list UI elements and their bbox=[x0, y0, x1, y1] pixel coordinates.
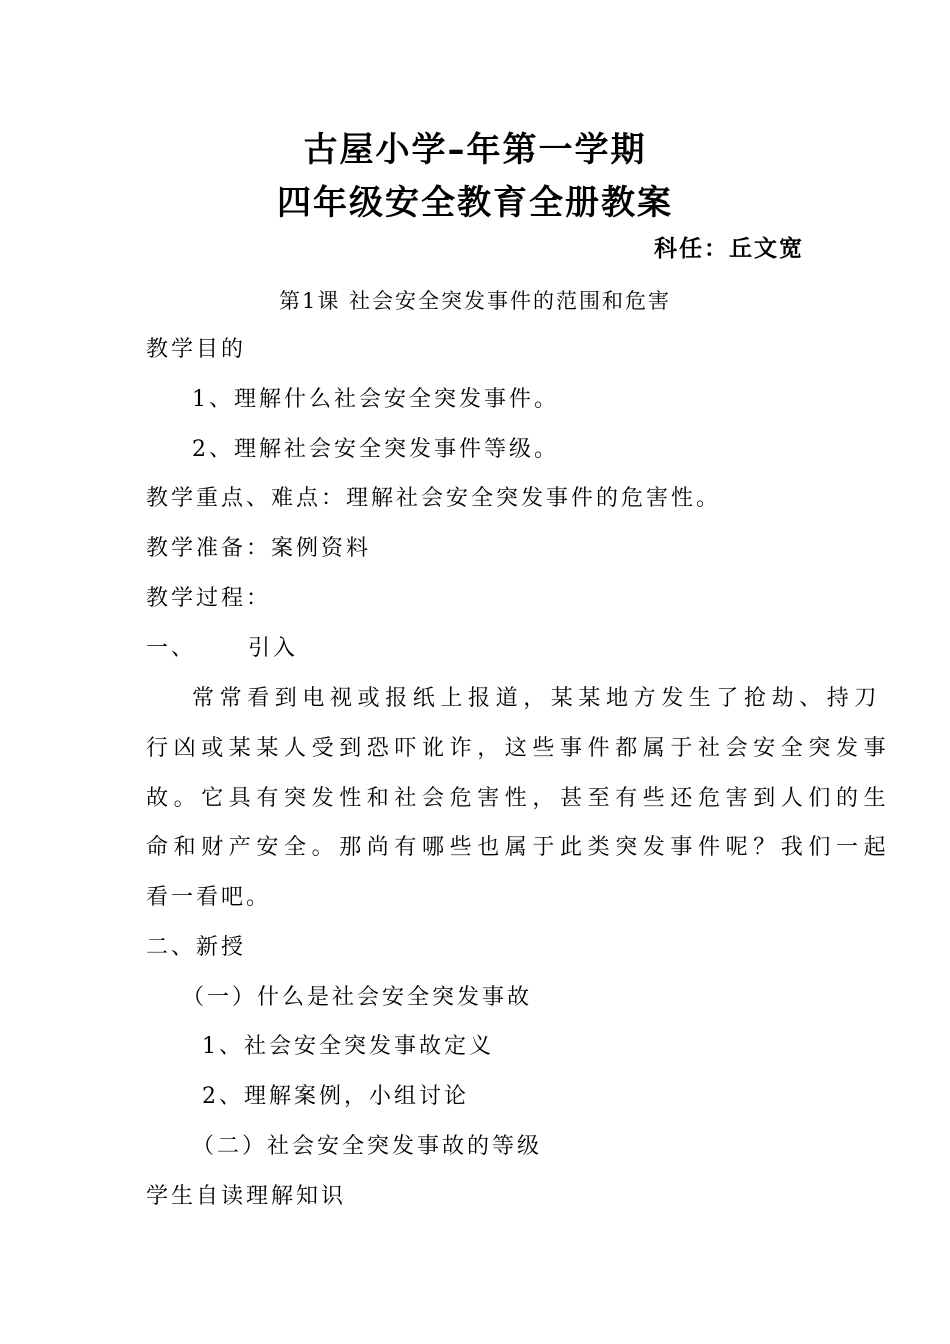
section2-note: 学生自读理解知识 bbox=[146, 1184, 347, 1209]
paragraph-line: 命和财产安全。那尚有哪些也属于此类突发事件呢？我们一起 bbox=[146, 835, 892, 860]
lesson-title: 第1课 社会安全突发事件的范围和危害 bbox=[278, 289, 672, 313]
key-points: 教学重点、难点：理解社会安全突发事件的危害性。 bbox=[146, 486, 722, 511]
paragraph-line: 行凶或某某人受到恐吓讹诈，这些事件都属于社会安全突发事 bbox=[146, 736, 892, 761]
paragraph-line: 看一看吧。 bbox=[146, 885, 272, 910]
section1-heading bbox=[146, 634, 298, 664]
section2-heading: 二、新授 bbox=[146, 935, 247, 960]
subsection-heading: （一）什么是社会安全突发事故 bbox=[182, 985, 533, 1010]
document-title-line2: 四年级安全教育全册教案 bbox=[277, 183, 673, 223]
objective-item: 2、理解社会安全突发事件等级。 bbox=[192, 437, 559, 462]
paragraph-line: 故。它具有突发性和社会危害性，甚至有些还危害到人们的生 bbox=[146, 786, 892, 811]
objective-item: 1、理解什么社会安全突发事件。 bbox=[192, 387, 559, 412]
section1-number: 一、 bbox=[146, 636, 197, 661]
subsection-item: 2、理解案例，小组讨论 bbox=[202, 1084, 469, 1109]
preparation: 教学准备：案例资料 bbox=[146, 536, 372, 561]
subsection-item: 1、社会安全突发事故定义 bbox=[202, 1034, 494, 1059]
teacher-name: 科任：丘文宽 bbox=[654, 236, 804, 262]
section1-title: 引入 bbox=[248, 636, 299, 661]
subsection-heading: （二）社会安全突发事故的等级 bbox=[192, 1134, 543, 1159]
objectives-heading: 教学目的 bbox=[146, 337, 247, 362]
paragraph-line: 常常看到电视或报纸上报道，某某地方发生了抢劫、持刀 bbox=[192, 686, 883, 711]
document-title-line1: 古屋小学–年第一学期 bbox=[303, 130, 647, 170]
process-heading: 教学过程： bbox=[146, 586, 272, 611]
